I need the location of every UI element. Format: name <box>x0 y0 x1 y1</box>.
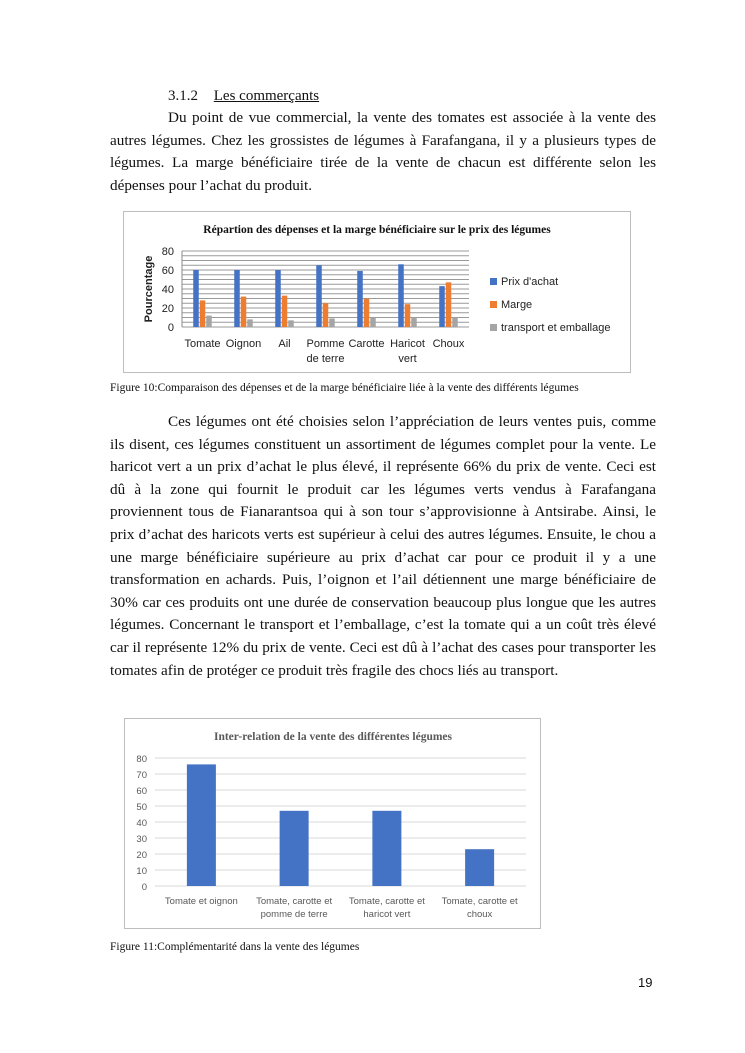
x-category-label: Haricot <box>390 338 425 350</box>
x-category-label: haricot vert <box>363 909 411 920</box>
x-category-label: Tomate <box>184 338 221 350</box>
bar-vente <box>280 811 309 886</box>
bar-transport-et-emballage <box>411 318 417 328</box>
x-category-label: Oignon <box>225 338 262 350</box>
bar-prix-d-achat <box>275 270 281 327</box>
x-category-label: Tomate, carotte et <box>256 896 333 907</box>
y-tick-label: 0 <box>141 882 147 893</box>
y-tick-label: 60 <box>136 786 147 797</box>
x-category-label: Carotte <box>348 338 385 350</box>
bar-marge <box>282 296 288 327</box>
y-tick-label: 20 <box>136 850 147 861</box>
x-category-label: choux <box>466 909 493 920</box>
paragraph-analysis: Ces légumes ont été choisies selon l’appréciation de leurs ventes puis, comme ils disent, ces légumes constituent un assortiment de légumes complet pour la vente. Le haricot vert a un prix d’achat le plus élevé, il représente 66% du prix de vente. Ceci est dû à la zone qui fournit le produit car les légumes verts vendus à Farafangana proviennent tous de Fianarantsoa qui à son tour s’approvisionne à Antsirabe. Ainsi, le prix d’achat des haricots verts est supérieur à celui des autres légumes. Ensuite, le chou a une marge bénéficiaire supérieure au prix d’achat car pour ce produit il y a une transformation en achards. Puis, l’oignon et l’ail détiennent une marge bénéficiaire de 30% car ces produits ont une durée de conservation beaucoup plus longue que les autres légumes. Concernant le transport et l’emballage, c’est la tomate qui a un coût très élevé car il représente 12% du prix de vente. Ceci est dû à l’achat des cases pour transporter les tomates afin de protéger ce produit très fragile des chocs liés au transport. <box>110 413 656 679</box>
chart-title: Inter-relation de la vente des différentes légumes <box>213 731 453 743</box>
bar-vente <box>372 811 401 886</box>
bar-marge <box>446 282 452 327</box>
page-number: 19 <box>638 975 653 990</box>
x-category-label: de terre <box>306 353 345 365</box>
y-tick-label: 80 <box>161 246 174 258</box>
y-tick-label: 30 <box>136 834 147 845</box>
bar-vente <box>187 764 216 886</box>
x-category-label: Tomate et oignon <box>164 896 238 907</box>
figure-10-caption: Figure 10:Comparaison des dépenses et de la marge bénéficiaire liée à la vente des différents légumes <box>110 382 579 394</box>
y-tick-label: 70 <box>136 770 147 781</box>
bar-prix-d-achat <box>357 271 363 327</box>
y-tick-label: 40 <box>136 818 147 829</box>
bar-marge <box>200 300 206 327</box>
section-number: 3.1.2 <box>168 88 198 104</box>
paragraph-intro: Du point de vue commercial, la vente des tomates est associée à la vente des autres légumes. Chez les grossistes de légumes à Farafangana, il y a plusieurs types de légumes. La marge bénéficiaire tirée de la vente de chacun est différente selon les dépenses pour l’achat du produit. <box>110 109 656 194</box>
legend-swatch <box>490 324 497 331</box>
bar-transport-et-emballage <box>452 318 458 328</box>
legend-label: transport et emballage <box>501 322 611 334</box>
x-category-label: pomme de terre <box>260 909 328 920</box>
y-tick-label: 20 <box>161 303 174 315</box>
y-tick-label: 50 <box>136 802 147 813</box>
bar-vente <box>465 849 494 886</box>
chart-inter-relation-svg <box>125 719 540 928</box>
x-category-label: Choux <box>432 338 465 350</box>
legend-swatch <box>490 301 497 308</box>
x-category-label: Tomate, carotte et <box>348 896 425 907</box>
bar-transport-et-emballage <box>247 319 253 327</box>
bar-marge <box>241 297 247 327</box>
bar-prix-d-achat <box>398 264 404 327</box>
y-tick-label: 60 <box>161 265 174 277</box>
chart-inter-relation <box>124 718 541 929</box>
bar-transport-et-emballage <box>370 318 376 328</box>
bar-prix-d-achat <box>193 270 199 327</box>
legend-swatch <box>490 278 497 285</box>
chart-depenses-marge-svg <box>124 212 630 372</box>
bar-transport-et-emballage <box>288 320 294 327</box>
bar-prix-d-achat <box>439 286 445 327</box>
legend-label: Prix d'achat <box>501 276 559 288</box>
chart-depenses-marge <box>123 211 631 373</box>
x-category-label: Pomme <box>306 338 345 350</box>
y-tick-label: 0 <box>167 322 174 334</box>
x-category-label: Tomate, carotte et <box>441 896 518 907</box>
bar-prix-d-achat <box>316 265 322 327</box>
figure-11-caption: Figure 11:Complémentarité dans la vente des légumes <box>110 941 360 953</box>
section-heading <box>168 88 319 105</box>
bar-marge <box>323 303 329 327</box>
section-title: Les commerçants <box>213 88 320 104</box>
x-category-label: vert <box>398 353 417 365</box>
chart-title: Répartion des dépenses et la marge bénéficiaire sur le prix des légumes <box>203 224 551 236</box>
bar-prix-d-achat <box>234 270 240 327</box>
legend-label: Marge <box>501 299 533 311</box>
bar-marge <box>405 304 411 327</box>
y-tick-label: 80 <box>136 754 147 765</box>
bar-marge <box>364 299 370 328</box>
x-category-label: Ail <box>278 338 291 350</box>
y-axis-label: Pourcentage <box>143 255 155 323</box>
bar-transport-et-emballage <box>206 316 212 327</box>
bar-transport-et-emballage <box>329 318 335 327</box>
y-tick-label: 10 <box>136 866 147 877</box>
y-tick-label: 40 <box>161 284 174 296</box>
